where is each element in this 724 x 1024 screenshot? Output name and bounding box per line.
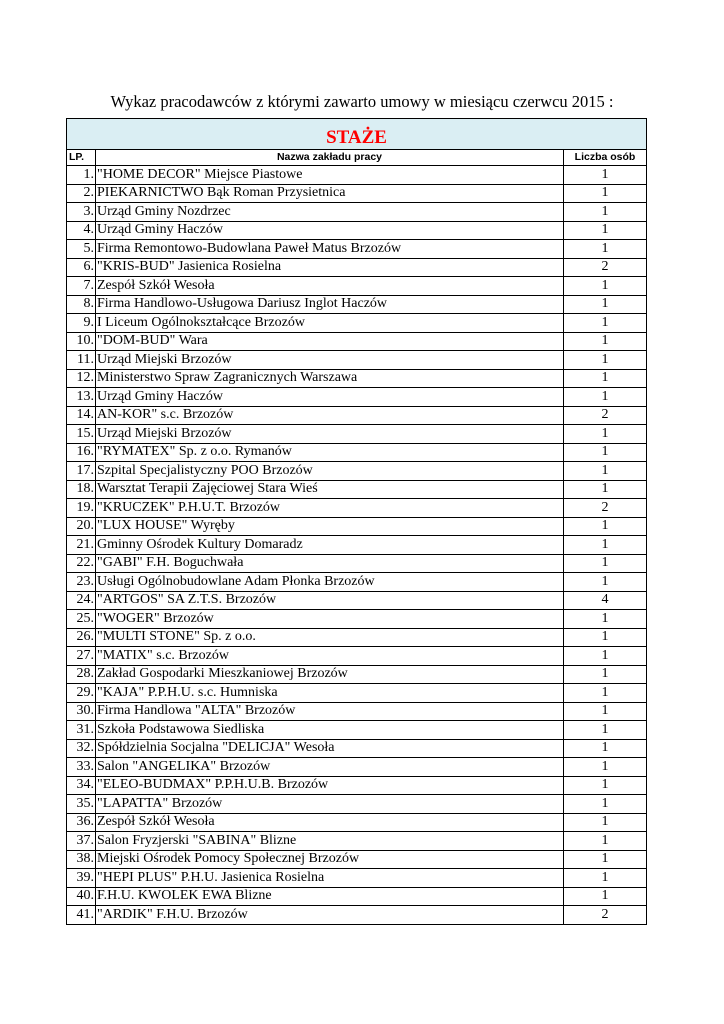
employer-name: Szpital Specjalistyczny POO Brzozów [96,462,564,481]
employer-name: "KRIS-BUD" Jasienica Rosielna [96,258,564,277]
person-count: 1 [564,443,647,462]
employer-name: "GABI" F.H. Boguchwała [96,554,564,573]
employer-name: "KRUCZEK" P.H.U.T. Brzozów [96,499,564,518]
person-count: 1 [564,184,647,203]
person-count: 1 [564,517,647,536]
row-number: 13. [67,388,96,407]
employer-name: "RYMATEX" Sp. z o.o. Rymanów [96,443,564,462]
employer-name: "HEPI PLUS" P.H.U. Jasienica Rosielna [96,869,564,888]
row-number: 15. [67,425,96,444]
row-number: 10. [67,332,96,351]
table-row [67,277,647,296]
row-number: 22. [67,554,96,573]
row-number: 11. [67,351,96,370]
employer-name: Gminny Ośrodek Kultury Domaradz [96,536,564,555]
person-count: 1 [564,628,647,647]
table-row [67,351,647,370]
table-row [67,721,647,740]
person-count: 1 [564,351,647,370]
table-row [67,813,647,832]
employer-name: Salon Fryzjerski "SABINA" Blizne [96,832,564,851]
employer-name: Zespół Szkół Wesoła [96,277,564,296]
table-row [67,684,647,703]
table-row [67,795,647,814]
employers-table [66,118,647,925]
table-row [67,647,647,666]
person-count: 1 [564,684,647,703]
employer-name: Urząd Gminy Haczów [96,388,564,407]
row-number: 23. [67,573,96,592]
table-row [67,776,647,795]
row-number: 16. [67,443,96,462]
employer-name: "MATIX" s.c. Brzozów [96,647,564,666]
employer-name: Spółdzielnia Socjalna "DELICJA" Wesoła [96,739,564,758]
person-count: 1 [564,480,647,499]
table-row [67,462,647,481]
table-row [67,369,647,388]
person-count: 1 [564,462,647,481]
person-count: 1 [564,314,647,333]
employer-name: "HOME DECOR" Miejsce Piastowe [96,166,564,185]
row-number: 9. [67,314,96,333]
person-count: 1 [564,721,647,740]
row-number: 36. [67,813,96,832]
person-count: 1 [564,887,647,906]
row-number: 8. [67,295,96,314]
employer-name: Usługi Ogólnobudowlane Adam Płonka Brzozów [96,573,564,592]
employer-name: "ARDIK" F.H.U. Brzozów [96,906,564,925]
person-count: 2 [564,906,647,925]
table-row [67,832,647,851]
table-row [67,406,647,425]
column-header-count: Liczba osób [564,150,647,166]
person-count: 1 [564,573,647,592]
person-count: 1 [564,536,647,555]
table-row [67,203,647,222]
person-count: 1 [564,203,647,222]
person-count: 1 [564,388,647,407]
person-count: 1 [564,665,647,684]
person-count: 1 [564,647,647,666]
row-number: 33. [67,758,96,777]
row-number: 30. [67,702,96,721]
employer-name: "KAJA" P.P.H.U. s.c. Humniska [96,684,564,703]
table-row [67,591,647,610]
column-header-row [67,150,647,166]
person-count: 1 [564,425,647,444]
person-count: 1 [564,813,647,832]
person-count: 1 [564,739,647,758]
row-number: 34. [67,776,96,795]
employer-name: Szkoła Podstawowa Siedliska [96,721,564,740]
employer-name: Zakład Gospodarki Mieszkaniowej Brzozów [96,665,564,684]
row-number: 27. [67,647,96,666]
person-count: 1 [564,758,647,777]
table-row [67,739,647,758]
table-row [67,443,647,462]
person-count: 1 [564,776,647,795]
row-number: 5. [67,240,96,259]
employer-name: Firma Handlowa "ALTA" Brzozów [96,702,564,721]
person-count: 1 [564,240,647,259]
row-number: 2. [67,184,96,203]
employer-name: Miejski Ośrodek Pomocy Społecznej Brzozów [96,850,564,869]
table-row [67,499,647,518]
row-number: 29. [67,684,96,703]
table-row [67,536,647,555]
table-row [67,869,647,888]
column-header-name: Nazwa zakładu pracy [96,150,564,166]
section-title: STAŻE [67,119,647,150]
table-row [67,906,647,925]
table-row [67,166,647,185]
row-number: 24. [67,591,96,610]
row-number: 40. [67,887,96,906]
person-count: 1 [564,850,647,869]
employer-name: "ELEO-BUDMAX" P.P.H.U.B. Brzozów [96,776,564,795]
row-number: 41. [67,906,96,925]
employer-name: Urząd Miejski Brzozów [96,425,564,444]
person-count: 1 [564,702,647,721]
table-body [67,166,647,925]
employer-name: Urząd Miejski Brzozów [96,351,564,370]
employer-name: "ARTGOS" SA Z.T.S. Brzozów [96,591,564,610]
row-number: 37. [67,832,96,851]
row-number: 17. [67,462,96,481]
row-number: 31. [67,721,96,740]
employer-name: "DOM-BUD" Wara [96,332,564,351]
employer-name: Ministerstwo Spraw Zagranicznych Warszawa [96,369,564,388]
row-number: 19. [67,499,96,518]
employer-name: Zespół Szkół Wesoła [96,813,564,832]
table-row [67,480,647,499]
employer-name: Warsztat Terapii Zajęciowej Stara Wieś [96,480,564,499]
table-row [67,517,647,536]
table-row [67,295,647,314]
table-row [67,332,647,351]
employer-name: Urząd Gminy Nozdrzec [96,203,564,222]
employer-name: F.H.U. KWOLEK EWA Blizne [96,887,564,906]
employer-name: AN-KOR" s.c. Brzozów [96,406,564,425]
table-row [67,702,647,721]
table-row [67,665,647,684]
row-number: 39. [67,869,96,888]
table-row [67,184,647,203]
row-number: 35. [67,795,96,814]
employer-name: "MULTI STONE" Sp. z o.o. [96,628,564,647]
table-row [67,758,647,777]
column-header-lp: LP. [67,150,96,166]
table-row [67,850,647,869]
employer-name: "LAPATTA" Brzozów [96,795,564,814]
employer-name: Urząd Gminy Haczów [96,221,564,240]
table-row [67,628,647,647]
employer-name: Firma Remontowo-Budowlana Paweł Matus Brzozów [96,240,564,259]
person-count: 1 [564,166,647,185]
person-count: 1 [564,295,647,314]
row-number: 18. [67,480,96,499]
person-count: 1 [564,332,647,351]
person-count: 4 [564,591,647,610]
person-count: 1 [564,795,647,814]
employer-name: Firma Handlowo-Usługowa Dariusz Inglot Haczów [96,295,564,314]
page-heading: Wykaz pracodawców z którymi zawarto umowy w miesiącu czerwcu 2015 : [110,92,614,111]
table-row [67,610,647,629]
table-row [67,388,647,407]
table-row [67,221,647,240]
row-number: 26. [67,628,96,647]
person-count: 1 [564,869,647,888]
table-row [67,240,647,259]
table-row [67,554,647,573]
row-number: 6. [67,258,96,277]
employer-name: Salon "ANGELIKA" Brzozów [96,758,564,777]
person-count: 1 [564,277,647,296]
row-number: 3. [67,203,96,222]
person-count: 1 [564,610,647,629]
employer-name: I Liceum Ogólnokształcące Brzozów [96,314,564,333]
person-count: 2 [564,406,647,425]
person-count: 2 [564,499,647,518]
row-number: 32. [67,739,96,758]
person-count: 1 [564,832,647,851]
employer-name: "WOGER" Brzozów [96,610,564,629]
row-number: 28. [67,665,96,684]
employer-name: PIEKARNICTWO Bąk Roman Przysietnica [96,184,564,203]
row-number: 38. [67,850,96,869]
row-number: 14. [67,406,96,425]
person-count: 2 [564,258,647,277]
table-row [67,573,647,592]
person-count: 1 [564,554,647,573]
row-number: 12. [67,369,96,388]
person-count: 1 [564,221,647,240]
section-title-row [67,119,647,150]
row-number: 7. [67,277,96,296]
row-number: 1. [67,166,96,185]
employer-name: "LUX HOUSE" Wyręby [96,517,564,536]
table-row [67,314,647,333]
row-number: 4. [67,221,96,240]
table-row [67,258,647,277]
person-count: 1 [564,369,647,388]
row-number: 25. [67,610,96,629]
table-row [67,887,647,906]
table-row [67,425,647,444]
row-number: 21. [67,536,96,555]
row-number: 20. [67,517,96,536]
